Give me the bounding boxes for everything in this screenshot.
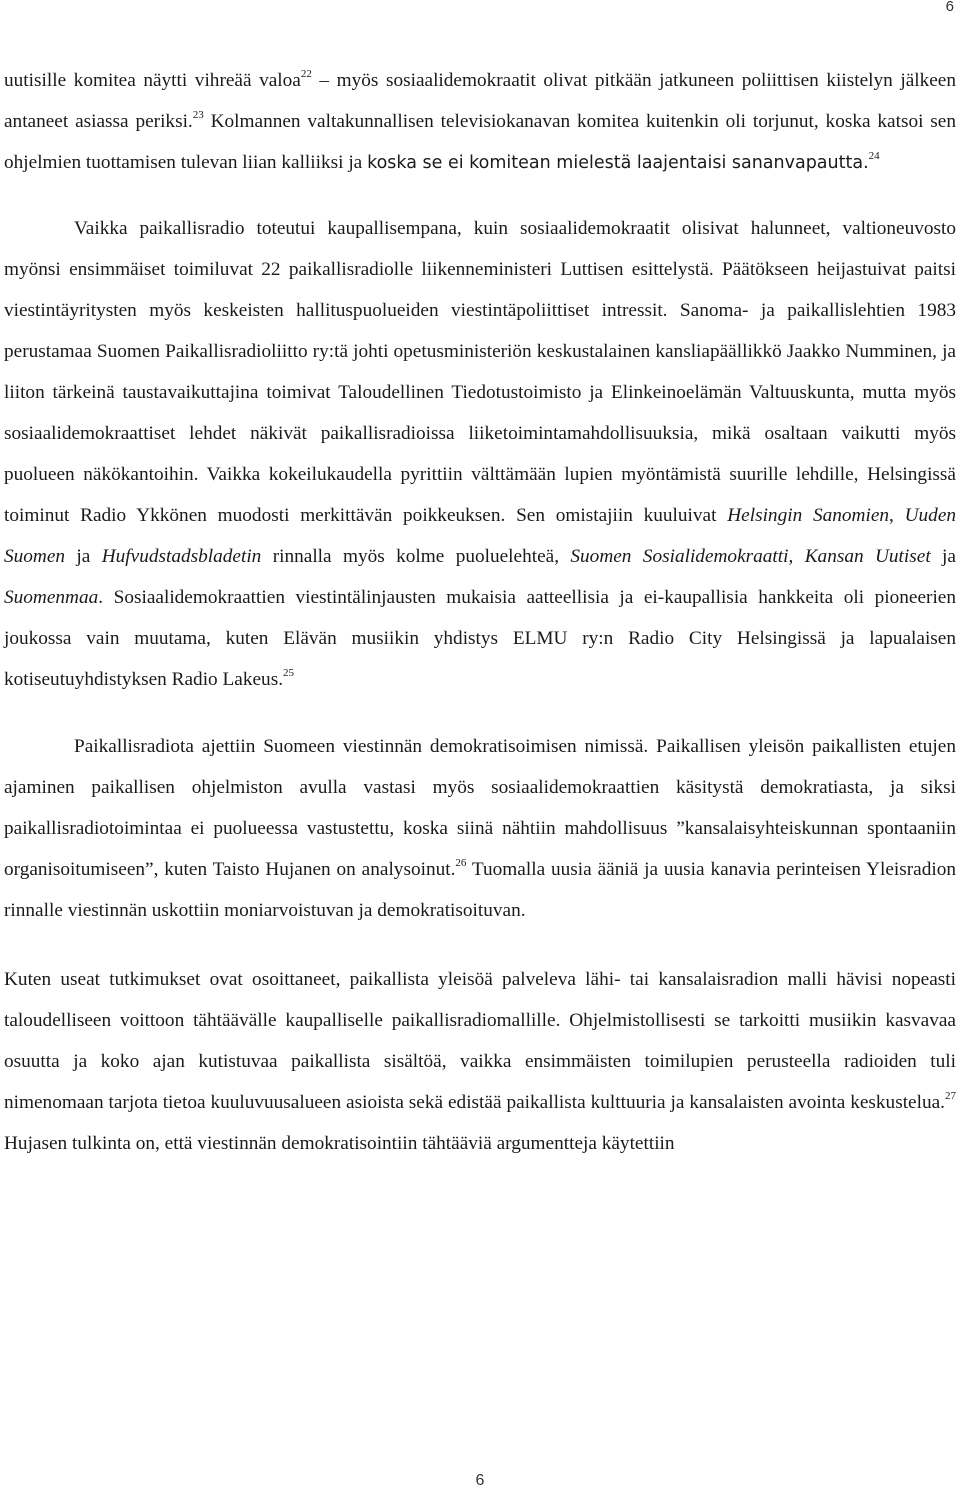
footnote-ref-24: 24	[868, 150, 880, 162]
paragraph-2	[4, 208, 956, 700]
text: uutisille komitea näytti vihreää valoa	[4, 70, 301, 91]
paragraph-1	[4, 60, 956, 184]
text-sans: koska se ei komitean mielestä laajentaisi sananvapautta.	[367, 153, 869, 173]
italic-text: Kansan Uutiset	[804, 546, 931, 567]
text: Hujasen tulkinta on, että viestinnän demokratisointiin tähtääviä argumentteja käytettiin	[4, 1133, 675, 1154]
text: ja	[930, 546, 956, 567]
text: ,	[889, 505, 905, 526]
text: ,	[788, 546, 805, 567]
document-body	[4, 60, 956, 1164]
text: Kuten useat tutkimukset ovat osoittaneet, paikallista yleisöä palveleva lähi- tai kansalaisradion malli hävisi nopeasti taloudelliseen voittoon tähtäävälle kaupalliselle paikallisradiomallille. Ohjelmistollisesti se tarkoitti musiikin kasvavaa osuutta ja koko ajan kutistuvaa paikallista sisältöä, vaikka ensimmäisten toimilupien perusteella radioiden tuli nimenomaan tarjota tietoa kuuluvuusalueen asioista sekä edistää paikallista kulttuuria ja kansalaisten avointa keskustelua.	[4, 969, 956, 1113]
footnote-ref-26: 26	[455, 857, 467, 869]
italic-text: Hufvudstadsbladetin	[101, 546, 262, 567]
italic-text: Suomen Sosialidemokraatti	[570, 546, 789, 567]
text: – myös sosiaalidemokraatit olivat pitkään jatkuneen poliittisen kiistelyn jälkeen antaneet asiassa periksi.	[4, 70, 956, 132]
paragraph-4	[4, 959, 956, 1164]
text: Tuomalla uusia ääniä ja uusia kanavia perinteisen Yleisradion rinnalle viestinnän uskottiin moniarvoistuvan ja demokratisoituvan.	[4, 859, 956, 921]
footnote-ref-22: 22	[300, 68, 312, 80]
text: Kolmannen valtakunnallisen televisiokanavan komitea kuitenkin oli torjunut, koska katsoi sen ohjelmien tuottamisen tulevan liian kalliiksi ja	[4, 111, 956, 173]
footnote-ref-23: 23	[192, 109, 204, 121]
page-number-top: 6	[945, 0, 954, 15]
italic-text: Uuden Suomen	[4, 505, 957, 567]
italic-text: Suomenmaa	[4, 587, 99, 608]
text: . Sosiaalidemokraattien viestintälinjausten mukaisia aatteellisia ja ei-kaupallisia hankkeita oli pioneerien joukossa vain muutama, kuten Elävän musiikin yhdistys ELMU ry:n Radio City Helsingissä ja lapualaisen kotiseutuyhdistyksen Radio Lakeus.	[4, 587, 956, 690]
footnote-ref-27: 27	[945, 1090, 956, 1102]
page-number-bottom: 6	[475, 1472, 485, 1489]
text: Paikallisradiota ajettiin Suomeen viestinnän demokratisoimisen nimissä. Paikallisen yleisön paikallisten etujen ajaminen paikallisen ohjelmiston avulla vastasi myös sosiaalidemokraattien käsitystä demokratiasta, ja siksi paikallisradiotoimintaa ei puolueessa vastustettu, koska siinä nähtiin mahdollisuus ”kansalaisyhteiskunnan spontaaniin organisoitumiseen”, kuten Taisto Hujanen on analysoinut.	[4, 736, 956, 880]
footnote-ref-25: 25	[283, 667, 295, 679]
text: Vaikka paikallisradio toteutui kaupallisempana, kuin sosiaalidemokraatit olisivat halunneet, valtioneuvosto myönsi ensimmäiset toimiluvat 22 paikallisradiolle liikenneministeri Luttisen esittelystä. Päätökseen heijastuivat paitsi viestintäyritysten myös keskeisten hallituspuolueiden viestintäpoliittiset intressit. Sanoma- ja paikallislehtien 1983 perustamaa Suomen Paikallisradioliitto ry:tä johti opetusministeriön keskustalainen kansliapäällikkö Jaakko Numminen, ja liiton tärkeinä taustavaikuttajina toimivat Taloudellinen Tiedotustoimisto ja Elinkeinoelämän Valtuuskunta, mutta myös sosiaalidemokraattiset lehdet näkivät paikallisradioissa liiketoimintamahdollisuuksia, mikä osaltaan vaikutti myös puolueen näkökantoihin. Vaikka kokeilukaudella pyrittiin välttämään lupien myöntämistä suurille lehdille, Helsingissä toiminut Radio Ykkönen muodosti merkittävän poikkeuksen. Sen omistajiin kuuluivat	[4, 218, 956, 526]
italic-text: Helsingin Sanomien	[727, 505, 890, 526]
text: rinnalla myös kolme puoluelehteä,	[261, 546, 571, 567]
paragraph-3	[4, 726, 956, 931]
text: ja	[65, 546, 102, 567]
